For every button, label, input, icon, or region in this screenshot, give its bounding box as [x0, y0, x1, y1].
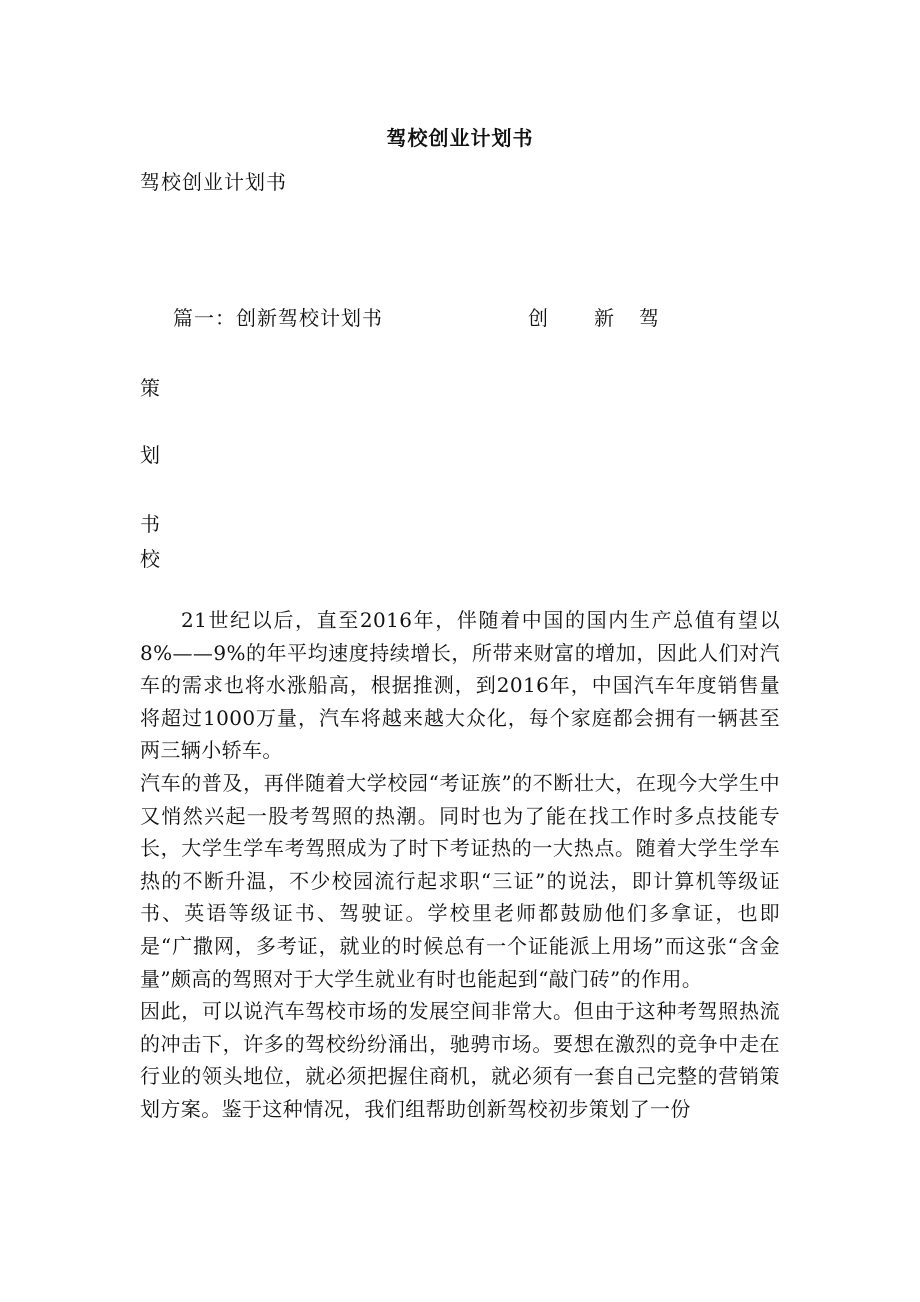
document-body: [140, 604, 780, 1126]
spaced-title-char-3: 驾: [639, 306, 659, 330]
body-paragraph-1: 21世纪以后，直至2016年，伴随着中国的国内生产总值有望以8%——9%的年平均速度持续增长，所带来财富的增加，因此人们对汽车的需求也将水涨船高，根据推测，到2016年，中国汽车年度销售量将超过1000万量，汽车将越来越大众化，每个家庭都会拥有一辆甚至两三辆小轿车。: [140, 608, 780, 763]
body-paragraph-2: 汽车的普及，再伴随着大学校园“考证族”的不断壮大，在现今大学生中又悄然兴起一股考驾照的热潮。同时也为了能在找工作时多点技能专长，大学生学车考驾照成为了时下考证热的一大热点。随着大学生学车热的不断升温，不少校园流行起求职“三证”的说法，即计算机等级证书、英语等级证书、驾驶证。学校里老师都鼓励他们多拿证，也即是“广撒网，多考证，就业的时候总有一个证能派上用场”而这张“含金量”颇高的驾照对于大学生就业有时也能起到“敲门砖”的作用。: [140, 770, 780, 991]
vertical-char-4: 校: [140, 547, 160, 571]
document-title: 驾校创业计划书: [386, 126, 534, 150]
vertical-char-2: 划: [140, 443, 160, 467]
document-subtitle: 驾校创业计划书: [140, 170, 287, 194]
spaced-title-char-1: 创: [528, 306, 548, 330]
vertical-char-3: 书: [140, 512, 160, 536]
body-paragraph-3: 因此，可以说汽车驾校市场的发展空间非常大。但由于这种考驾照热流的冲击下，许多的驾校纷纷涌出，驰骋市场。要想在激烈的竞争中走在行业的领头地位，就必须把握住商机，就必须有一套自己完整的营销策划方案。鉴于这种情况，我们组帮助创新驾校初步策划了一份: [140, 999, 780, 1121]
spaced-title: [528, 302, 659, 331]
vertical-char-1: 策: [140, 376, 160, 400]
section-heading: 篇一：创新驾校计划书: [173, 306, 383, 330]
spaced-title-char-2: 新: [594, 306, 614, 330]
